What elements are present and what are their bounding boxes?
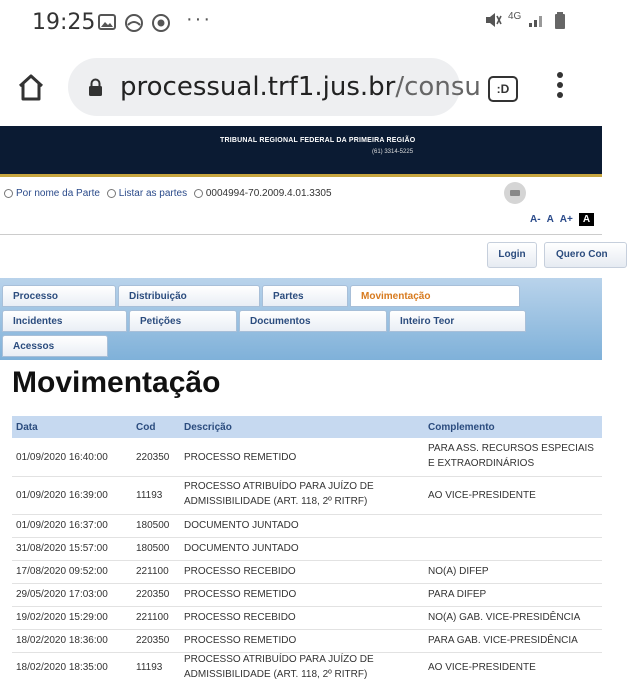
tab-switcher-button[interactable]: :D — [488, 76, 518, 102]
bullet-icon — [194, 189, 203, 198]
tab-documentos[interactable]: Documentos — [239, 310, 387, 332]
url-text[interactable] — [120, 72, 481, 102]
printer-icon[interactable] — [504, 182, 526, 204]
cell-descricao: PROCESSO ATRIBUÍDO PARA JUÍZO DE ADMISSIBILIDADE (ART. 118, 2º RITRF) — [184, 481, 374, 507]
cell-descricao: DOCUMENTO JUNTADO — [184, 520, 299, 531]
more-notifications: ··· — [186, 8, 212, 30]
bullet-icon — [4, 189, 13, 198]
mute-icon — [484, 12, 502, 32]
tab-bar — [0, 278, 602, 360]
contrast-button[interactable]: A — [579, 213, 594, 226]
cell-descricao: PROCESSO RECEBIDO — [184, 612, 296, 623]
login-button[interactable]: Login — [487, 242, 537, 268]
cell-cod: 220350 — [136, 589, 170, 600]
table-row — [12, 514, 602, 538]
process-number: 0004994-70.2009.4.01.3305 — [205, 188, 332, 199]
site-header — [0, 126, 602, 177]
tab-acessos[interactable]: Acessos — [2, 335, 108, 357]
breadcrumb-por-nome[interactable]: Por nome da Parte — [16, 188, 100, 199]
cell-complemento: PARA DIFEP — [428, 589, 487, 600]
divider — [0, 234, 602, 235]
cell-cod: 220350 — [136, 452, 170, 463]
breadcrumb-listar-partes[interactable]: Listar as partes — [118, 188, 188, 199]
cell-cod: 180500 — [136, 520, 170, 531]
tab-movimentacao[interactable]: Movimentação — [350, 285, 520, 307]
table-row — [12, 606, 602, 630]
font-decrease-button[interactable]: A- — [530, 214, 541, 225]
cell-descricao: DOCUMENTO JUNTADO — [184, 543, 299, 554]
font-increase-button[interactable]: A+ — [559, 214, 573, 225]
table-row — [12, 629, 602, 653]
tab-partes[interactable]: Partes — [262, 285, 348, 307]
cell-cod: 180500 — [136, 543, 170, 554]
chrome-icon — [152, 14, 170, 37]
browser-toolbar — [0, 46, 602, 126]
status-time: 19:25 — [32, 10, 96, 35]
assistant-icon — [124, 14, 144, 37]
image-icon — [98, 14, 116, 35]
table-row — [12, 537, 602, 561]
cell-data: 18/02/2020 18:35:00 — [16, 662, 108, 673]
table-row — [12, 652, 602, 680]
court-title: TRIBUNAL REGIONAL FEDERAL DA PRIMEIRA REGIÃO — [220, 137, 416, 144]
status-bar — [0, 0, 602, 46]
quero-button[interactable]: Quero Con — [544, 242, 627, 268]
cell-data: 01/09/2020 16:37:00 — [16, 520, 108, 531]
header-complemento: Complemento — [428, 422, 495, 433]
cell-data: 01/09/2020 16:39:00 — [16, 490, 108, 501]
court-phone: (61) 3314-5225 — [372, 149, 414, 155]
cell-complemento: AO VICE-PRESIDENTE — [428, 490, 536, 501]
tab-incidentes[interactable]: Incidentes — [2, 310, 127, 332]
signal-icon — [528, 12, 546, 32]
url-host: processual.trf1.jus.br — [120, 72, 396, 102]
page-title: Movimentação — [12, 366, 221, 399]
cell-descricao: PROCESSO RECEBIDO — [184, 566, 296, 577]
cell-complemento: PARA GAB. VICE-PRESIDÊNCIA — [428, 635, 578, 646]
cell-descricao: PROCESSO REMETIDO — [184, 589, 297, 600]
cell-data: 17/08/2020 09:52:00 — [16, 566, 108, 577]
address-bar[interactable] — [68, 58, 481, 116]
cell-data: 19/02/2020 15:29:00 — [16, 612, 108, 623]
table-row — [12, 583, 602, 607]
header-descricao: Descrição — [184, 422, 232, 433]
cell-cod: 221100 — [136, 566, 169, 577]
font-size-controls — [530, 214, 600, 225]
header-data: Data — [16, 422, 38, 433]
home-icon[interactable] — [16, 72, 46, 102]
cell-data: 31/08/2020 15:57:00 — [16, 543, 108, 554]
cell-data: 29/05/2020 17:03:00 — [16, 589, 108, 600]
url-path: /consu — [395, 72, 481, 102]
font-normal-button[interactable]: A — [546, 214, 554, 225]
tab-distribuicao[interactable]: Distribuição — [118, 285, 260, 307]
cell-descricao: PROCESSO ATRIBUÍDO PARA JUÍZO DE ADMISSIBILIDADE (ART. 118, 2º RITRF) — [184, 654, 374, 680]
table-row — [12, 476, 602, 515]
tab-inteiro-teor[interactable]: Inteiro Teor — [389, 310, 526, 332]
cell-descricao: PROCESSO REMETIDO — [184, 635, 297, 646]
network-type: 4G — [508, 11, 522, 22]
cell-descricao: PROCESSO REMETIDO — [184, 452, 297, 463]
cell-complemento: AO VICE-PRESIDENTE — [428, 662, 536, 673]
tab-peticoes[interactable]: Petições — [129, 310, 237, 332]
cell-cod: 11193 — [136, 662, 163, 673]
tab-processo[interactable]: Processo — [2, 285, 116, 307]
cell-data: 01/09/2020 16:40:00 — [16, 452, 108, 463]
cell-complemento: PARA ASS. RECURSOS ESPECIAIS E EXTRAORDINÁRIOS — [428, 443, 594, 469]
table-row — [12, 560, 602, 584]
cell-complemento: NO(A) DIFEP — [428, 566, 489, 577]
battery-icon — [554, 12, 566, 34]
lock-icon[interactable] — [88, 78, 103, 96]
more-menu-icon[interactable] — [556, 72, 564, 102]
breadcrumb — [0, 188, 332, 199]
cell-cod: 11193 — [136, 490, 163, 501]
header-cod: Cod — [136, 422, 156, 433]
table-row — [12, 438, 602, 477]
cell-cod: 220350 — [136, 635, 170, 646]
cell-complemento: NO(A) GAB. VICE-PRESIDÊNCIA — [428, 612, 581, 623]
table-header — [12, 416, 602, 438]
bullet-icon — [107, 189, 116, 198]
cell-cod: 221100 — [136, 612, 169, 623]
cell-data: 18/02/2020 18:36:00 — [16, 635, 108, 646]
